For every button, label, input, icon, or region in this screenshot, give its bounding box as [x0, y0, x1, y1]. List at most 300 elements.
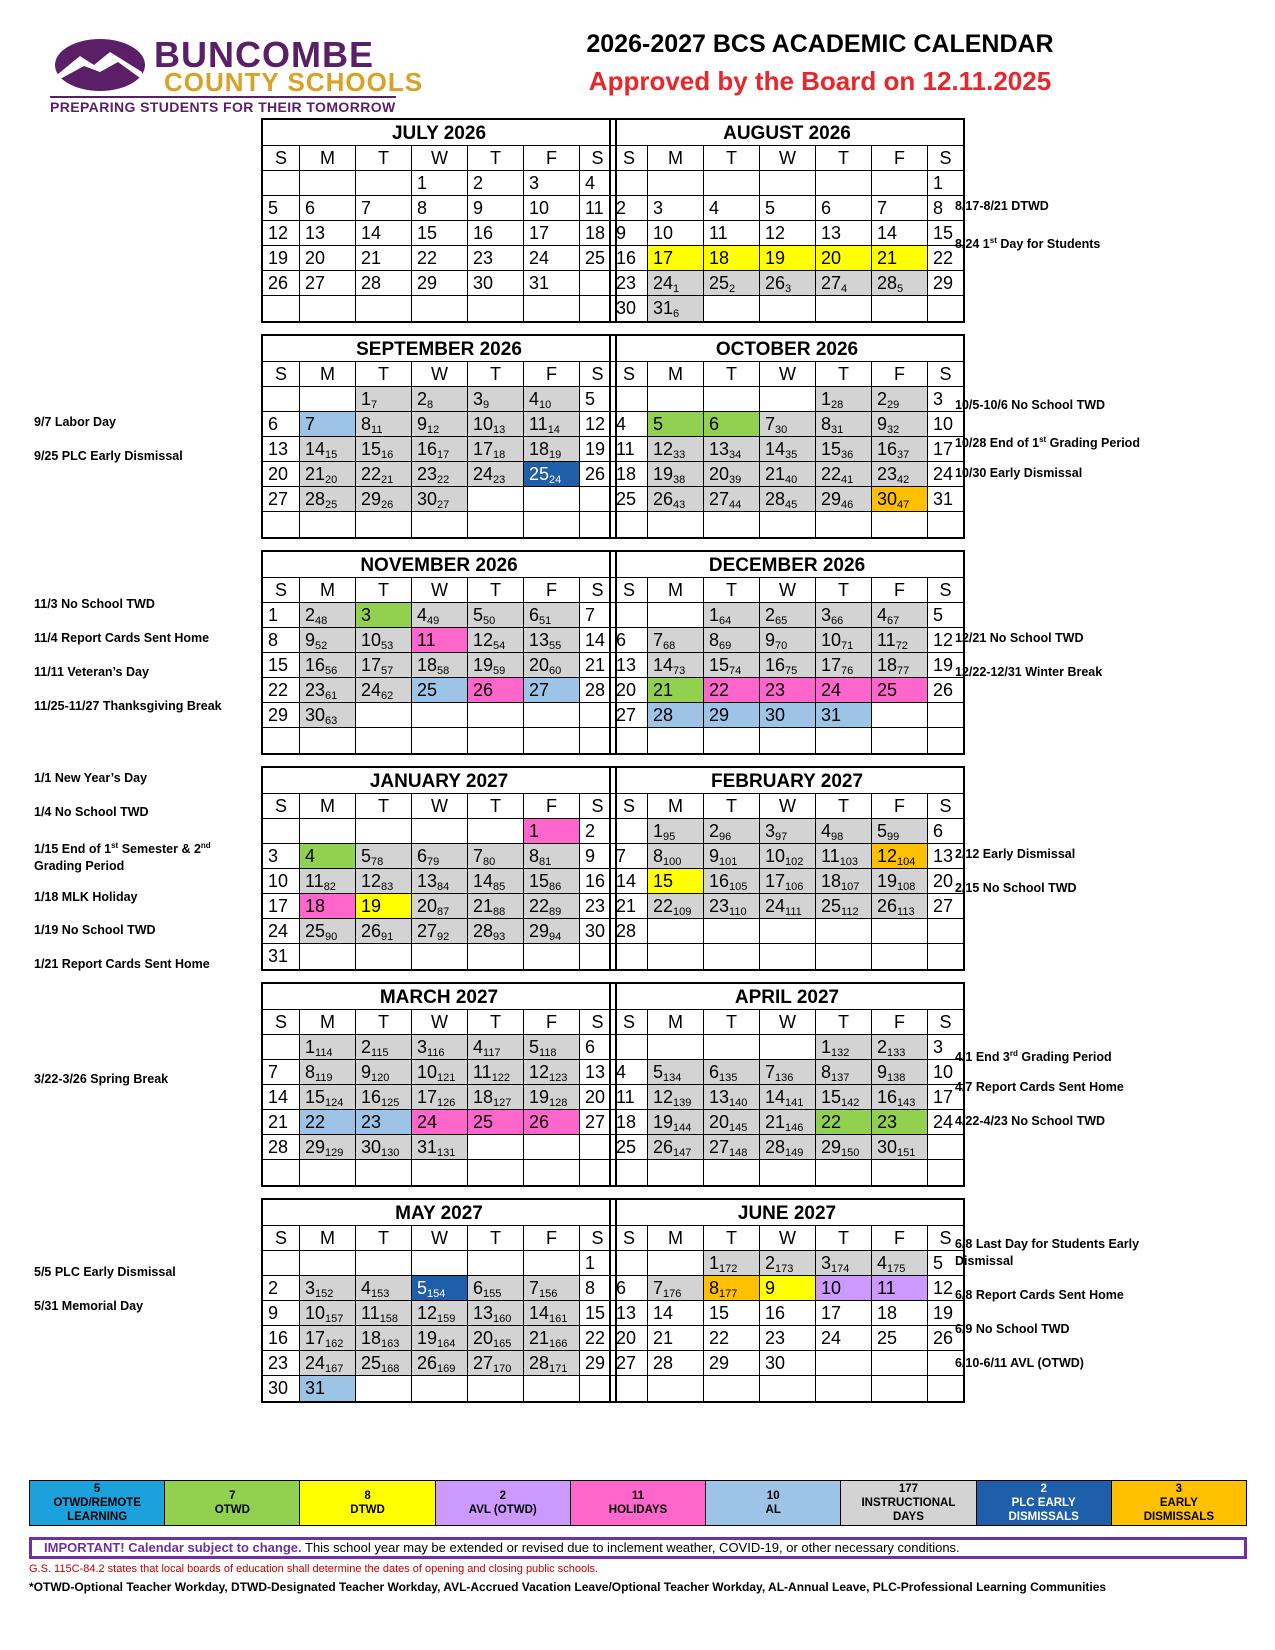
empty-cell [468, 728, 524, 753]
day-cell: $18_{107}$ [816, 869, 872, 894]
day-cell: $17_{76}$ [816, 653, 872, 678]
day-cell: $12_{104}$ [872, 844, 928, 869]
day-cell: 24 [816, 678, 872, 703]
empty-cell [704, 1160, 760, 1185]
weekday-header: M [300, 578, 356, 603]
day-cell: 25 [580, 246, 615, 271]
empty-cell [468, 703, 524, 728]
day-cell: $24_{62}$ [356, 678, 412, 703]
month-grid [263, 362, 615, 537]
day-cell: $1_{28}$ [816, 387, 872, 412]
day-cell: $24_{111}$ [760, 894, 816, 919]
day-cell: $7_{68}$ [648, 628, 704, 653]
note-nov-report-cards: 11/4 Report Cards Sent Home [34, 631, 210, 645]
weekday-header: T [356, 578, 412, 603]
month-april-2027 [609, 982, 965, 1187]
day-cell: 26 [468, 678, 524, 703]
month-title: AUGUST 2026 [611, 120, 963, 146]
empty-cell [611, 1160, 648, 1185]
day-cell: $14_{15}$ [300, 437, 356, 462]
day-cell: 20 [928, 869, 963, 894]
day-cell: 3 [356, 603, 412, 628]
day-cell: 14 [263, 1085, 300, 1110]
day-cell: 5 [928, 603, 963, 628]
day-cell: $6_{79}$ [412, 844, 468, 869]
day-cell: 8 [412, 196, 468, 221]
note-jan-new-year: 1/1 New Year’s Day [34, 771, 148, 785]
day-cell: 24 [412, 1110, 468, 1135]
day-cell: 30 [263, 1376, 300, 1401]
empty-cell [704, 728, 760, 753]
day-cell: 22 [300, 1110, 356, 1135]
weekday-header: T [816, 362, 872, 387]
month-grid [263, 578, 615, 753]
day-cell: 18 [872, 1301, 928, 1326]
month-february-2027 [609, 766, 965, 971]
empty-cell [263, 387, 300, 412]
day-cell: 13 [300, 221, 356, 246]
day-cell: 22 [704, 1326, 760, 1351]
weekday-header: W [760, 794, 816, 819]
empty-cell [263, 1251, 300, 1276]
weekday-header: W [412, 1010, 468, 1035]
weekday-header: S [263, 794, 300, 819]
day-cell: $17_{57}$ [356, 653, 412, 678]
month-grid [611, 362, 963, 537]
day-cell: $13_{140}$ [704, 1085, 760, 1110]
day-cell: 28 [356, 271, 412, 296]
weekday-header: T [356, 1010, 412, 1035]
weekday-header: W [760, 1226, 816, 1251]
note-jun-last-day: 6/8 Last Day for Students Early Dismissal [955, 1237, 1140, 1268]
empty-cell [356, 819, 412, 844]
day-cell: 1 [580, 1251, 615, 1276]
day-cell: $21_{88}$ [468, 894, 524, 919]
day-cell: 5 [760, 196, 816, 221]
day-cell: 25 [468, 1110, 524, 1135]
empty-cell [412, 1251, 468, 1276]
day-cell: 12 [760, 221, 816, 246]
day-cell: 22 [928, 246, 963, 271]
day-cell: $21_{40}$ [760, 462, 816, 487]
weekday-header: S [611, 362, 648, 387]
day-cell: 14 [356, 221, 412, 246]
note-apr-no-school: 4/22-4/23 No School TWD [955, 1114, 1106, 1128]
day-cell: 22 [816, 1110, 872, 1135]
day-cell: $4_{153}$ [356, 1276, 412, 1301]
weekday-header: W [412, 362, 468, 387]
day-cell: $29_{26}$ [356, 487, 412, 512]
weekday-header: S [611, 578, 648, 603]
day-cell: 26 [263, 271, 300, 296]
day-cell: 4 [611, 412, 648, 437]
day-cell: $9_{120}$ [356, 1060, 412, 1085]
day-cell: 5 [263, 196, 300, 221]
weekday-header: S [928, 578, 963, 603]
month-title: DECEMBER 2026 [611, 552, 963, 578]
day-cell: $15_{86}$ [524, 869, 580, 894]
day-cell: 31 [524, 271, 580, 296]
day-cell: 21 [872, 246, 928, 271]
empty-cell [704, 512, 760, 537]
day-cell: 23 [760, 1326, 816, 1351]
day-cell: $9_{32}$ [872, 412, 928, 437]
note-jun-report-cards: 6/8 Report Cards Sent Home [955, 1288, 1124, 1302]
day-cell: 28 [648, 703, 704, 728]
day-cell: $4_{117}$ [468, 1035, 524, 1060]
day-cell: 13 [580, 1060, 615, 1085]
day-cell: 29 [928, 271, 963, 296]
day-cell: 13 [928, 844, 963, 869]
day-cell: 23 [468, 246, 524, 271]
weekday-header: M [648, 362, 704, 387]
day-cell: 28 [263, 1135, 300, 1160]
day-cell: 6 [300, 196, 356, 221]
day-cell: $10_{157}$ [300, 1301, 356, 1326]
day-cell: $26_{169}$ [412, 1351, 468, 1376]
weekday-header: S [580, 1226, 615, 1251]
weekday-header: S [928, 362, 963, 387]
note-feb-early-dismissal: 2/12 Early Dismissal [955, 847, 1076, 861]
day-cell: 3 [928, 387, 963, 412]
empty-cell [412, 512, 468, 537]
weekday-header: S [580, 794, 615, 819]
empty-cell [263, 512, 300, 537]
empty-cell [356, 1376, 412, 1401]
day-cell: 6 [263, 412, 300, 437]
day-cell: $19_{128}$ [524, 1085, 580, 1110]
empty-cell [468, 1251, 524, 1276]
legend-item: 7 OTWD [165, 1481, 300, 1525]
empty-cell [412, 1160, 468, 1185]
abbreviation-key: *OTWD-Optional Teacher Workday, DTWD-Designated Teacher Workday, AVL-Accrued Vacation Leave/Optional Teacher Workday, AL-Annual Leave, PLC-Professional Learning Communities [29, 1580, 1107, 1594]
empty-cell [611, 819, 648, 844]
empty-cell [412, 944, 468, 969]
empty-cell [611, 512, 648, 537]
day-cell: 15 [704, 1301, 760, 1326]
empty-cell [648, 1035, 704, 1060]
day-cell: 1 [524, 819, 580, 844]
empty-cell [704, 171, 760, 196]
note-apr-grading-period: 4/1 End 3rd Grading Period [955, 1049, 1112, 1065]
weekday-header: T [816, 578, 872, 603]
day-cell: 30 [760, 1351, 816, 1376]
legend-item: 177 INSTRUCTIONAL DAYS [841, 1481, 976, 1525]
day-cell: 15 [263, 653, 300, 678]
weekday-header: W [760, 146, 816, 171]
day-cell: 26 [928, 1326, 963, 1351]
day-cell: 21 [356, 246, 412, 271]
day-cell: 2 [263, 1276, 300, 1301]
legend-item: 10 AL [706, 1481, 841, 1525]
day-cell: $26_{91}$ [356, 919, 412, 944]
day-cell: $28_5$ [872, 271, 928, 296]
day-cell: 23 [611, 271, 648, 296]
day-cell: 18 [611, 462, 648, 487]
day-cell: $27_{92}$ [412, 919, 468, 944]
empty-cell [872, 171, 928, 196]
day-cell: 31 [263, 944, 300, 969]
day-cell: $12_{123}$ [524, 1060, 580, 1085]
empty-cell [928, 1160, 963, 1185]
note-nov-veterans-day: 11/11 Veteran’s Day [34, 665, 149, 679]
day-cell: 20 [611, 678, 648, 703]
weekday-header: T [816, 146, 872, 171]
day-cell: $5_{118}$ [524, 1035, 580, 1060]
weekday-header: M [300, 362, 356, 387]
day-cell: $20_{165}$ [468, 1326, 524, 1351]
day-cell: 24 [263, 919, 300, 944]
empty-cell [263, 1035, 300, 1060]
empty-cell [872, 1376, 928, 1401]
day-cell: $11_{14}$ [524, 412, 580, 437]
legend-item: 2 AVL (OTWD) [436, 1481, 571, 1525]
day-cell: $3_{66}$ [816, 603, 872, 628]
day-cell: 13 [611, 653, 648, 678]
day-cell: 12 [928, 628, 963, 653]
month-grid [611, 578, 963, 753]
empty-cell [468, 1160, 524, 1185]
empty-cell [412, 728, 468, 753]
day-cell: $26_{43}$ [648, 487, 704, 512]
weekday-header: T [468, 362, 524, 387]
weekday-header: M [648, 1226, 704, 1251]
weekday-header: F [524, 146, 580, 171]
empty-cell [648, 387, 704, 412]
month-title: OCTOBER 2026 [611, 336, 963, 362]
weekday-header: W [760, 578, 816, 603]
day-cell: 20 [611, 1326, 648, 1351]
day-cell: $31_6$ [648, 296, 704, 321]
day-cell: 10 [928, 412, 963, 437]
legend-item: 5 OTWD/REMOTE LEARNING [30, 1481, 165, 1525]
weekday-header: W [412, 578, 468, 603]
empty-cell [648, 728, 704, 753]
month-january-2027 [261, 766, 617, 971]
month-june-2027 [609, 1198, 965, 1403]
day-cell: $25_{168}$ [356, 1351, 412, 1376]
legend-item: 8 DTWD [300, 1481, 435, 1525]
empty-cell [816, 1376, 872, 1401]
month-grid [611, 794, 963, 969]
day-cell: $21_{146}$ [760, 1110, 816, 1135]
day-cell: $22_{41}$ [816, 462, 872, 487]
day-cell: $16_{125}$ [356, 1085, 412, 1110]
day-cell: $19_{59}$ [468, 653, 524, 678]
day-cell: $27_{44}$ [704, 487, 760, 512]
day-cell: $3_9$ [468, 387, 524, 412]
weekday-header: T [356, 1226, 412, 1251]
day-cell: 4 [580, 171, 615, 196]
day-cell: 27 [928, 894, 963, 919]
day-cell: 3 [648, 196, 704, 221]
empty-cell [760, 512, 816, 537]
empty-cell [356, 1251, 412, 1276]
empty-cell [468, 296, 524, 321]
note-oct-early-dismissal: 10/30 Early Dismissal [955, 466, 1083, 480]
day-cell: 15 [648, 869, 704, 894]
day-cell: $17_{126}$ [412, 1085, 468, 1110]
page-title: 2026-2027 BCS ACADEMIC CALENDAR [586, 30, 1054, 58]
day-cell: 29 [412, 271, 468, 296]
day-cell: $5_{154}$ [412, 1276, 468, 1301]
day-cell: 27 [263, 487, 300, 512]
day-cell: 13 [263, 437, 300, 462]
day-cell: $26_{147}$ [648, 1135, 704, 1160]
day-cell: 26 [524, 1110, 580, 1135]
day-cell: 29 [580, 1351, 615, 1376]
weekday-header: W [412, 1226, 468, 1251]
empty-cell [356, 728, 412, 753]
weekday-header: F [524, 1010, 580, 1035]
note-jun-no-school: 6/9 No School TWD [955, 1322, 1070, 1336]
weekday-header: T [704, 578, 760, 603]
day-cell: 7 [356, 196, 412, 221]
empty-cell [704, 296, 760, 321]
day-cell: 6 [816, 196, 872, 221]
day-cell: $2_{29}$ [872, 387, 928, 412]
empty-cell [263, 296, 300, 321]
day-cell: $8_{119}$ [300, 1060, 356, 1085]
day-cell: $27_{148}$ [704, 1135, 760, 1160]
day-cell: 14 [872, 221, 928, 246]
empty-cell [760, 919, 816, 944]
day-cell: 1 [263, 603, 300, 628]
weekday-header: T [704, 1010, 760, 1035]
day-cell: $2_{96}$ [704, 819, 760, 844]
day-cell: 21 [580, 653, 615, 678]
day-cell: $22_{21}$ [356, 462, 412, 487]
empty-cell [760, 296, 816, 321]
day-cell: $2_{173}$ [760, 1251, 816, 1276]
note-jan-no-school: 1/4 No School TWD [34, 805, 149, 819]
day-cell: 7 [263, 1060, 300, 1085]
weekday-header: M [300, 146, 356, 171]
day-cell: $22_{109}$ [648, 894, 704, 919]
day-cell: $28_{45}$ [760, 487, 816, 512]
empty-cell [872, 944, 928, 969]
month-grid [611, 1226, 963, 1401]
day-cell: 10 [648, 221, 704, 246]
day-cell: 25 [872, 678, 928, 703]
day-cell: 27 [611, 1351, 648, 1376]
day-cell: 25 [611, 487, 648, 512]
month-october-2026 [609, 334, 965, 539]
day-cell: 11 [611, 1085, 648, 1110]
day-cell: 24 [928, 1110, 963, 1135]
day-cell: $6_{135}$ [704, 1060, 760, 1085]
day-cell: $8_{69}$ [704, 628, 760, 653]
day-cell: 16 [468, 221, 524, 246]
weekday-header: F [524, 362, 580, 387]
empty-cell [524, 1135, 580, 1160]
day-cell: 2 [580, 819, 615, 844]
day-cell: $25_{24}$ [524, 462, 580, 487]
empty-cell [872, 1351, 928, 1376]
empty-cell [760, 1376, 816, 1401]
weekday-header: W [412, 794, 468, 819]
day-cell: $9_{101}$ [704, 844, 760, 869]
day-cell: $13_{160}$ [468, 1301, 524, 1326]
day-cell: $5_{134}$ [648, 1060, 704, 1085]
empty-cell [524, 1376, 580, 1401]
day-cell: $11_{72}$ [872, 628, 928, 653]
day-cell: $24_1$ [648, 271, 704, 296]
month-grid [263, 146, 615, 321]
empty-cell [356, 512, 412, 537]
day-cell: $18_{127}$ [468, 1085, 524, 1110]
month-title: FEBRUARY 2027 [611, 768, 963, 794]
day-cell: $12_{139}$ [648, 1085, 704, 1110]
day-cell: $20_{39}$ [704, 462, 760, 487]
day-cell: $17_{162}$ [300, 1326, 356, 1351]
day-cell: 25 [611, 1135, 648, 1160]
day-cell: 31 [300, 1376, 356, 1401]
day-cell: 17 [928, 1085, 963, 1110]
day-cell: $12_{159}$ [412, 1301, 468, 1326]
day-cell: $30_{27}$ [412, 487, 468, 512]
weekday-header: M [648, 1010, 704, 1035]
weekday-header: M [648, 578, 704, 603]
day-cell: 17 [524, 221, 580, 246]
day-cell: $30_{151}$ [872, 1135, 928, 1160]
empty-cell [611, 603, 648, 628]
logo-name: BUNCOMBE [154, 34, 374, 75]
day-cell: $7_{80}$ [468, 844, 524, 869]
note-oct-no-school: 10/5-10/6 No School TWD [955, 398, 1106, 412]
important-banner [29, 1537, 1247, 1559]
day-cell: $3_{152}$ [300, 1276, 356, 1301]
empty-cell [524, 487, 580, 512]
day-cell: 4 [300, 844, 356, 869]
day-cell: 20 [580, 1085, 615, 1110]
empty-cell [263, 728, 300, 753]
weekday-header: S [928, 794, 963, 819]
day-cell: 19 [263, 246, 300, 271]
weekday-header: M [648, 146, 704, 171]
weekday-header: S [580, 578, 615, 603]
day-cell: 27 [611, 703, 648, 728]
day-cell: $13_{84}$ [412, 869, 468, 894]
day-cell: 21 [648, 678, 704, 703]
day-cell: $16_{17}$ [412, 437, 468, 462]
note-mar-spring-break: 3/22-3/26 Spring Break [34, 1072, 169, 1086]
empty-cell [524, 944, 580, 969]
day-cell: 3 [263, 844, 300, 869]
empty-cell [704, 944, 760, 969]
day-cell: 15 [580, 1301, 615, 1326]
day-cell: $14_{35}$ [760, 437, 816, 462]
empty-cell [928, 919, 963, 944]
weekday-header: S [580, 362, 615, 387]
day-cell: 19 [760, 246, 816, 271]
day-cell: 31 [928, 487, 963, 512]
day-cell: 9 [760, 1276, 816, 1301]
empty-cell [300, 1160, 356, 1185]
day-cell: $8_{100}$ [648, 844, 704, 869]
day-cell: 3 [928, 1035, 963, 1060]
legend-item: 2 PLC EARLY DISMISSALS [977, 1481, 1112, 1525]
day-cell: 30 [611, 296, 648, 321]
day-cell: 14 [611, 869, 648, 894]
day-cell: 18 [580, 221, 615, 246]
day-cell: 14 [580, 628, 615, 653]
day-cell: 19 [356, 894, 412, 919]
empty-cell [356, 944, 412, 969]
logo-subname: COUNTY SCHOOLS [164, 67, 424, 97]
month-title: SEPTEMBER 2026 [263, 336, 615, 362]
empty-cell [704, 1035, 760, 1060]
